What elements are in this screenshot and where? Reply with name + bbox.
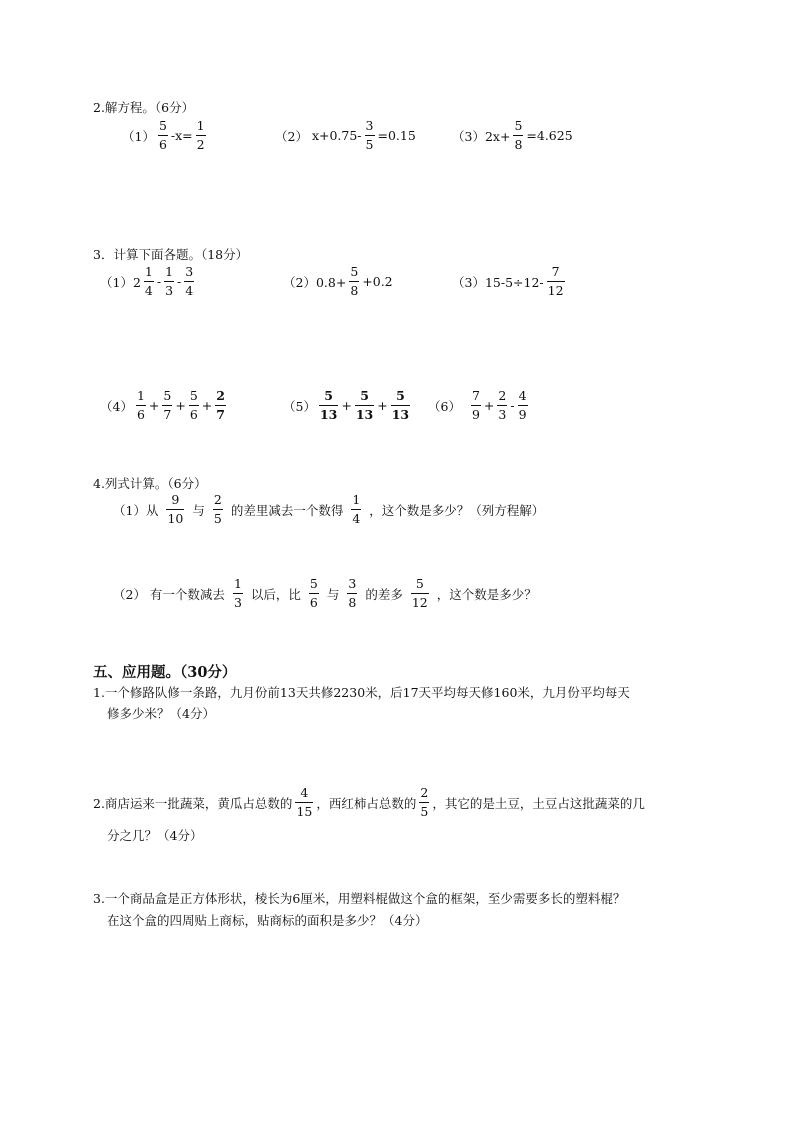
fraction: $\frac{5}{6}$ <box>158 118 167 152</box>
fraction: $\frac{1}{6}$ <box>136 388 145 422</box>
fraction: $\frac{3}{8}$ <box>348 576 357 610</box>
q4-p2-text: （2） 有一个数减去 <box>113 586 225 602</box>
q2-problem-1 <box>122 120 209 151</box>
operator: - <box>156 274 162 289</box>
fraction: $\frac{5}{7}$ <box>163 388 172 422</box>
fraction: $\frac{1}{3}$ <box>233 576 242 610</box>
fraction: $\frac{9}{10}$ <box>167 492 184 526</box>
q4-p2-text: 的差多 <box>365 586 403 602</box>
q2-heading: 2.解方程。（6分） <box>93 100 195 115</box>
fraction: $\frac{1}{2}$ <box>196 118 205 152</box>
operator: + <box>341 398 352 413</box>
fraction: $\frac{5}{6}$ <box>189 388 198 422</box>
operator: + <box>201 398 213 413</box>
app-problem-2-line2: 分之几？（4分） <box>107 828 203 843</box>
app-problem-2-line1 <box>93 787 645 818</box>
q4-problem-1 <box>113 494 544 525</box>
fraction: $\frac{5}{8}$ <box>514 118 523 152</box>
operator: + <box>148 398 160 413</box>
fraction: $\frac{1}{3}$ <box>165 264 174 298</box>
fraction: $\frac{3}{4}$ <box>185 264 194 298</box>
q4-p1-text: ，这个数是多少？（列方程解） <box>369 502 545 518</box>
app-problem-1-line1: 1.一个修路队修一条路，九月份前13天共修2230米，后17天平均每天修160米，九月份平均每天 <box>93 685 630 700</box>
q2-p1-label: （1） <box>122 128 155 144</box>
q2-p3-label: （3）2x+ <box>452 128 511 144</box>
app-p2-text: ，西红柿占总数的 <box>316 795 417 811</box>
operator: + <box>483 398 495 413</box>
fraction: $\frac{1}{4}$ <box>144 264 153 298</box>
fraction: $\frac{5}{13}$ <box>355 388 374 422</box>
operator: + <box>175 398 186 413</box>
q3-heading: 3．计算下面各题。（18分） <box>93 247 249 262</box>
q3-p2-label: （2）0.8+ <box>283 274 347 290</box>
q3-p2-post: +0.2 <box>362 274 393 289</box>
operator: + <box>377 398 388 413</box>
app-problem-1-line2: 修多少米？（4分） <box>107 706 215 721</box>
q3-p3-label: （3）15-5÷12- <box>452 274 544 290</box>
fraction: $\frac{1}{4}$ <box>352 492 361 526</box>
q4-p1-text: 的差里减去一个数得 <box>230 502 344 518</box>
q3-problem-5 <box>283 390 413 421</box>
q3-p4-label: （4） <box>100 398 133 414</box>
q3-p5-label: （5） <box>283 398 316 414</box>
q2-problem-3 <box>452 120 573 151</box>
q2-p2-label: （2） <box>275 128 308 144</box>
fraction: $\frac{2}{3}$ <box>498 388 507 422</box>
q4-p1-text: （1）从 <box>113 502 159 518</box>
q3-problem-6 <box>428 390 531 421</box>
fraction: $\frac{4}{9}$ <box>518 388 527 422</box>
fraction: $\frac{5}{12}$ <box>411 576 428 610</box>
q2-problem-2 <box>275 120 416 151</box>
fraction: $\frac{3}{5}$ <box>365 118 374 152</box>
fraction: $\frac{2}{5}$ <box>213 492 222 526</box>
fraction: $\frac{7}{12}$ <box>547 264 564 298</box>
q4-p2-text: ，这个数是多少？ <box>436 586 537 602</box>
q3-problem-2 <box>283 266 393 297</box>
q3-problem-3 <box>452 266 568 297</box>
app-p2-text: ，其它的是土豆，土豆占这批蔬菜的几 <box>432 795 645 811</box>
q3-p1-label: （1）2 <box>100 274 141 290</box>
q4-p2-text: 与 <box>326 586 340 602</box>
operator: - <box>177 274 182 289</box>
q3-problem-1 <box>100 266 197 297</box>
fraction: $\frac{4}{15}$ <box>296 785 313 819</box>
fraction: $\frac{2}{5}$ <box>420 785 429 819</box>
app-p2-text: 2.商店运来一批蔬菜，黄瓜占总数的 <box>93 795 293 811</box>
q2-p3-post: =4.625 <box>526 128 573 143</box>
operator: - <box>510 398 515 413</box>
q2-p2-pre: x+0.75- <box>311 128 362 143</box>
q3-p6-label: （6） <box>428 398 461 414</box>
fraction: $\frac{5}{13}$ <box>319 388 338 422</box>
q4-p1-text: 与 <box>192 502 205 518</box>
q4-problem-2 <box>113 578 537 609</box>
q2-p1-op: -x= <box>170 128 193 143</box>
fraction: $\frac{5}{8}$ <box>350 264 359 298</box>
fraction: $\frac{2}{7}$ <box>216 388 225 422</box>
app-problem-3-line2: 在这个盒的四周贴上商标，贴商标的面积是多少？（4分） <box>107 913 428 928</box>
q2-p2-post: =0.15 <box>377 128 416 143</box>
q3-problem-4 <box>100 390 229 421</box>
fraction: $\frac{7}{9}$ <box>471 388 480 422</box>
section5-title: 五、应用题。（30分） <box>93 664 237 681</box>
fraction: $\frac{5}{13}$ <box>391 388 410 422</box>
app-problem-3-line1: 3.一个商品盒是正方体形状，棱长为6厘米，用塑料棍做这个盒的框架，至少需要多长的塑料棍？ <box>93 891 626 906</box>
q4-heading: 4.列式计算。（6分） <box>93 476 207 491</box>
q4-p2-text: 以后，比 <box>250 586 301 602</box>
fraction: $\frac{5}{6}$ <box>309 576 318 610</box>
